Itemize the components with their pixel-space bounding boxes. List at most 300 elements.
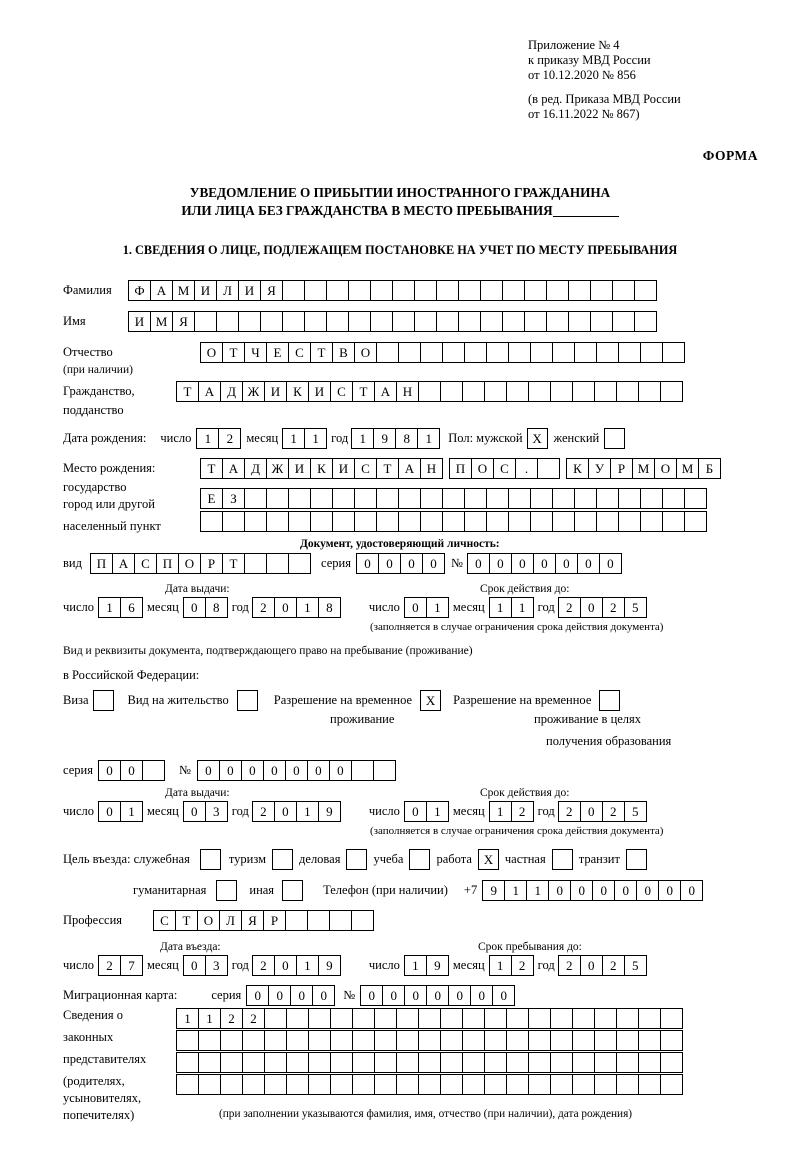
legal-rep-input-1[interactable] [176, 1008, 683, 1029]
char-cell[interactable]: К [286, 381, 309, 402]
char-cell[interactable]: В [332, 342, 355, 363]
char-cell[interactable]: Е [200, 488, 223, 509]
surname-input[interactable] [128, 280, 657, 301]
char-cell[interactable]: 2 [511, 801, 534, 822]
char-cell[interactable]: 9 [373, 428, 396, 449]
purpose-study-checkbox[interactable] [409, 849, 430, 870]
char-cell[interactable] [198, 1074, 221, 1095]
char-cell[interactable] [480, 311, 503, 332]
char-cell[interactable] [308, 1030, 331, 1051]
char-cell[interactable] [660, 1008, 683, 1029]
char-cell[interactable] [216, 311, 239, 332]
char-cell[interactable]: Т [200, 458, 223, 479]
char-cell[interactable]: А [150, 280, 173, 301]
char-cell[interactable] [506, 1074, 529, 1095]
permit-issue-year-input[interactable] [252, 801, 341, 822]
char-cell[interactable]: 0 [378, 553, 401, 574]
char-cell[interactable] [594, 1052, 617, 1073]
char-cell[interactable] [442, 511, 465, 532]
char-cell[interactable] [537, 458, 560, 479]
char-cell[interactable]: 0 [120, 760, 143, 781]
char-cell[interactable] [638, 1052, 661, 1073]
char-cell[interactable] [351, 760, 374, 781]
char-cell[interactable]: 0 [599, 553, 622, 574]
char-cell[interactable] [414, 311, 437, 332]
birth-year-input[interactable] [351, 428, 440, 449]
char-cell[interactable] [464, 488, 487, 509]
char-cell[interactable]: 7 [120, 955, 143, 976]
char-cell[interactable] [266, 488, 289, 509]
purpose-work-checkbox[interactable]: X [478, 849, 499, 870]
char-cell[interactable]: 0 [197, 760, 220, 781]
char-cell[interactable]: 3 [205, 955, 228, 976]
char-cell[interactable] [550, 1030, 573, 1051]
char-cell[interactable] [264, 1074, 287, 1095]
char-cell[interactable] [220, 1052, 243, 1073]
char-cell[interactable]: С [134, 553, 157, 574]
stay-year-input[interactable] [558, 955, 647, 976]
char-cell[interactable]: 0 [382, 985, 405, 1006]
permit-issue-month-input[interactable] [183, 801, 228, 822]
char-cell[interactable]: А [112, 553, 135, 574]
char-cell[interactable] [264, 1030, 287, 1051]
char-cell[interactable]: 2 [252, 955, 275, 976]
char-cell[interactable] [176, 1052, 199, 1073]
char-cell[interactable]: 0 [614, 880, 637, 901]
char-cell[interactable] [660, 1074, 683, 1095]
char-cell[interactable]: 0 [356, 553, 379, 574]
purpose-humanitarian-checkbox[interactable] [216, 880, 237, 901]
birth-day-input[interactable] [196, 428, 241, 449]
char-cell[interactable] [308, 1052, 331, 1073]
char-cell[interactable]: 2 [558, 955, 581, 976]
char-cell[interactable] [332, 488, 355, 509]
char-cell[interactable] [288, 488, 311, 509]
permit-valid-day-input[interactable] [404, 801, 449, 822]
char-cell[interactable] [508, 342, 531, 363]
char-cell[interactable] [242, 1030, 265, 1051]
temp-residence-checkbox[interactable]: X [420, 690, 441, 711]
iddoc-valid-day-input[interactable] [404, 597, 449, 618]
char-cell[interactable] [260, 311, 283, 332]
char-cell[interactable]: 6 [120, 597, 143, 618]
char-cell[interactable] [440, 1074, 463, 1095]
char-cell[interactable] [528, 1074, 551, 1095]
birthplace-city-input-b[interactable] [566, 458, 721, 479]
char-cell[interactable] [286, 1030, 309, 1051]
char-cell[interactable] [198, 1030, 221, 1051]
char-cell[interactable] [326, 280, 349, 301]
char-cell[interactable] [552, 488, 575, 509]
char-cell[interactable]: Ф [128, 280, 151, 301]
char-cell[interactable]: 8 [318, 597, 341, 618]
char-cell[interactable] [286, 1074, 309, 1095]
char-cell[interactable] [418, 1008, 441, 1029]
char-cell[interactable]: Ж [242, 381, 265, 402]
char-cell[interactable]: 0 [489, 553, 512, 574]
char-cell[interactable] [440, 1052, 463, 1073]
char-cell[interactable] [238, 311, 261, 332]
char-cell[interactable]: 0 [307, 760, 330, 781]
char-cell[interactable] [594, 381, 617, 402]
char-cell[interactable]: Т [310, 342, 333, 363]
char-cell[interactable]: 2 [602, 955, 625, 976]
char-cell[interactable] [616, 381, 639, 402]
permit-number-input[interactable] [197, 760, 396, 781]
char-cell[interactable]: 0 [577, 553, 600, 574]
char-cell[interactable]: С [330, 381, 353, 402]
char-cell[interactable]: Е [266, 342, 289, 363]
char-cell[interactable]: Ч [244, 342, 267, 363]
char-cell[interactable] [568, 280, 591, 301]
char-cell[interactable]: 0 [580, 597, 603, 618]
char-cell[interactable]: 1 [511, 597, 534, 618]
char-cell[interactable] [590, 311, 613, 332]
char-cell[interactable]: С [354, 458, 377, 479]
char-cell[interactable] [596, 342, 619, 363]
char-cell[interactable] [398, 511, 421, 532]
char-cell[interactable]: 5 [624, 801, 647, 822]
char-cell[interactable] [462, 1052, 485, 1073]
char-cell[interactable]: 0 [548, 880, 571, 901]
char-cell[interactable]: 1 [426, 597, 449, 618]
char-cell[interactable] [376, 342, 399, 363]
char-cell[interactable]: А [374, 381, 397, 402]
char-cell[interactable] [640, 342, 663, 363]
char-cell[interactable]: М [632, 458, 655, 479]
char-cell[interactable] [330, 1030, 353, 1051]
char-cell[interactable]: 0 [329, 760, 352, 781]
char-cell[interactable] [396, 1074, 419, 1095]
char-cell[interactable]: З [222, 488, 245, 509]
char-cell[interactable] [442, 488, 465, 509]
permit-valid-year-input[interactable] [558, 801, 647, 822]
char-cell[interactable] [484, 1074, 507, 1095]
phone-input[interactable] [482, 880, 703, 901]
char-cell[interactable]: Я [241, 910, 264, 931]
char-cell[interactable] [354, 511, 377, 532]
purpose-business-checkbox[interactable] [346, 849, 367, 870]
iddoc-issue-month-input[interactable] [183, 597, 228, 618]
char-cell[interactable]: 0 [274, 955, 297, 976]
char-cell[interactable]: О [471, 458, 494, 479]
char-cell[interactable]: Ж [266, 458, 289, 479]
sex-male-checkbox[interactable]: X [527, 428, 548, 449]
legal-rep-input-4[interactable] [176, 1074, 683, 1095]
char-cell[interactable]: 2 [220, 1008, 243, 1029]
char-cell[interactable]: 1 [282, 428, 305, 449]
char-cell[interactable] [244, 553, 267, 574]
char-cell[interactable] [392, 280, 415, 301]
char-cell[interactable] [330, 1008, 353, 1029]
char-cell[interactable] [462, 381, 485, 402]
char-cell[interactable] [420, 342, 443, 363]
char-cell[interactable] [640, 488, 663, 509]
char-cell[interactable] [568, 311, 591, 332]
char-cell[interactable]: 0 [290, 985, 313, 1006]
char-cell[interactable]: С [153, 910, 176, 931]
char-cell[interactable] [308, 1074, 331, 1095]
char-cell[interactable] [506, 1030, 529, 1051]
migration-series-input[interactable] [246, 985, 335, 1006]
char-cell[interactable]: А [222, 458, 245, 479]
char-cell[interactable] [638, 1074, 661, 1095]
birthplace-state-input[interactable] [200, 458, 443, 479]
char-cell[interactable] [484, 381, 507, 402]
char-cell[interactable] [634, 311, 657, 332]
char-cell[interactable]: 0 [404, 801, 427, 822]
char-cell[interactable] [376, 511, 399, 532]
migration-number-input[interactable] [360, 985, 515, 1006]
char-cell[interactable] [486, 488, 509, 509]
char-cell[interactable]: 0 [555, 553, 578, 574]
char-cell[interactable] [484, 1052, 507, 1073]
char-cell[interactable]: Н [420, 458, 443, 479]
iddoc-issue-year-input[interactable] [252, 597, 341, 618]
char-cell[interactable] [374, 1030, 397, 1051]
birth-month-input[interactable] [282, 428, 327, 449]
char-cell[interactable]: 0 [422, 553, 445, 574]
char-cell[interactable]: 0 [274, 597, 297, 618]
purpose-private-checkbox[interactable] [552, 849, 573, 870]
char-cell[interactable]: 0 [533, 553, 556, 574]
char-cell[interactable]: 0 [492, 985, 515, 1006]
char-cell[interactable]: 0 [98, 760, 121, 781]
char-cell[interactable] [550, 1052, 573, 1073]
char-cell[interactable] [616, 1008, 639, 1029]
char-cell[interactable] [528, 1008, 551, 1029]
char-cell[interactable] [528, 381, 551, 402]
entry-year-input[interactable] [252, 955, 341, 976]
permit-valid-month-input[interactable] [489, 801, 534, 822]
char-cell[interactable] [351, 910, 374, 931]
char-cell[interactable]: Л [216, 280, 239, 301]
char-cell[interactable]: 8 [395, 428, 418, 449]
char-cell[interactable] [616, 1030, 639, 1051]
char-cell[interactable]: 9 [482, 880, 505, 901]
char-cell[interactable]: К [310, 458, 333, 479]
char-cell[interactable]: М [150, 311, 173, 332]
char-cell[interactable]: О [197, 910, 220, 931]
purpose-other-checkbox[interactable] [282, 880, 303, 901]
char-cell[interactable]: 9 [426, 955, 449, 976]
char-cell[interactable] [546, 311, 569, 332]
char-cell[interactable]: 0 [448, 985, 471, 1006]
char-cell[interactable] [264, 1052, 287, 1073]
char-cell[interactable] [396, 1030, 419, 1051]
birthplace-city-input-row3[interactable] [200, 511, 707, 532]
permit-series-input[interactable] [98, 760, 165, 781]
char-cell[interactable]: Т [222, 553, 245, 574]
char-cell[interactable] [530, 488, 553, 509]
stay-month-input[interactable] [489, 955, 534, 976]
char-cell[interactable] [329, 910, 352, 931]
char-cell[interactable]: 2 [511, 955, 534, 976]
char-cell[interactable] [418, 1074, 441, 1095]
char-cell[interactable]: 2 [602, 801, 625, 822]
char-cell[interactable]: 0 [219, 760, 242, 781]
char-cell[interactable] [502, 280, 525, 301]
char-cell[interactable] [524, 280, 547, 301]
char-cell[interactable] [572, 1074, 595, 1095]
char-cell[interactable]: 1 [504, 880, 527, 901]
char-cell[interactable]: 1 [489, 801, 512, 822]
char-cell[interactable]: 0 [241, 760, 264, 781]
char-cell[interactable]: 1 [404, 955, 427, 976]
char-cell[interactable] [352, 1030, 375, 1051]
char-cell[interactable] [662, 342, 685, 363]
char-cell[interactable]: Л [219, 910, 242, 931]
char-cell[interactable] [398, 488, 421, 509]
char-cell[interactable] [684, 511, 707, 532]
char-cell[interactable] [572, 1030, 595, 1051]
char-cell[interactable] [307, 910, 330, 931]
char-cell[interactable]: И [308, 381, 331, 402]
char-cell[interactable]: М [172, 280, 195, 301]
char-cell[interactable]: Т [376, 458, 399, 479]
name-input[interactable] [128, 311, 657, 332]
char-cell[interactable]: 1 [296, 597, 319, 618]
char-cell[interactable] [618, 342, 641, 363]
char-cell[interactable]: 0 [183, 801, 206, 822]
char-cell[interactable] [436, 311, 459, 332]
char-cell[interactable] [524, 311, 547, 332]
iddoc-valid-month-input[interactable] [489, 597, 534, 618]
char-cell[interactable]: 2 [98, 955, 121, 976]
char-cell[interactable] [506, 1052, 529, 1073]
char-cell[interactable]: 5 [624, 597, 647, 618]
stay-day-input[interactable] [404, 955, 449, 976]
char-cell[interactable]: 1 [176, 1008, 199, 1029]
char-cell[interactable]: Т [352, 381, 375, 402]
char-cell[interactable] [440, 381, 463, 402]
char-cell[interactable] [528, 1030, 551, 1051]
char-cell[interactable] [396, 1052, 419, 1073]
entry-day-input[interactable] [98, 955, 143, 976]
char-cell[interactable] [436, 280, 459, 301]
char-cell[interactable]: 0 [183, 955, 206, 976]
char-cell[interactable] [374, 1008, 397, 1029]
char-cell[interactable]: . [515, 458, 538, 479]
char-cell[interactable] [373, 760, 396, 781]
char-cell[interactable]: П [90, 553, 113, 574]
char-cell[interactable]: 2 [252, 597, 275, 618]
char-cell[interactable] [508, 488, 531, 509]
char-cell[interactable] [352, 1008, 375, 1029]
char-cell[interactable]: С [493, 458, 516, 479]
char-cell[interactable] [440, 1030, 463, 1051]
char-cell[interactable] [462, 1074, 485, 1095]
residence-checkbox[interactable] [237, 690, 258, 711]
legal-rep-input-2[interactable] [176, 1030, 683, 1051]
char-cell[interactable] [396, 1008, 419, 1029]
char-cell[interactable]: П [156, 553, 179, 574]
char-cell[interactable]: 0 [404, 985, 427, 1006]
char-cell[interactable]: 0 [285, 760, 308, 781]
char-cell[interactable]: 0 [400, 553, 423, 574]
purpose-transit-checkbox[interactable] [626, 849, 647, 870]
char-cell[interactable] [546, 280, 569, 301]
char-cell[interactable] [348, 311, 371, 332]
char-cell[interactable] [244, 511, 267, 532]
char-cell[interactable]: Я [260, 280, 283, 301]
char-cell[interactable] [220, 1030, 243, 1051]
char-cell[interactable] [574, 511, 597, 532]
char-cell[interactable]: Р [200, 553, 223, 574]
char-cell[interactable] [392, 311, 415, 332]
char-cell[interactable]: 1 [526, 880, 549, 901]
char-cell[interactable]: 5 [624, 955, 647, 976]
char-cell[interactable] [612, 280, 635, 301]
char-cell[interactable] [266, 553, 289, 574]
char-cell[interactable] [242, 1074, 265, 1095]
char-cell[interactable]: 0 [467, 553, 490, 574]
char-cell[interactable] [462, 1008, 485, 1029]
char-cell[interactable]: 1 [351, 428, 374, 449]
visa-checkbox[interactable] [93, 690, 114, 711]
iddoc-series-input[interactable] [356, 553, 445, 574]
char-cell[interactable] [304, 280, 327, 301]
char-cell[interactable]: 0 [246, 985, 269, 1006]
char-cell[interactable] [308, 1008, 331, 1029]
char-cell[interactable]: 1 [296, 955, 319, 976]
char-cell[interactable] [354, 488, 377, 509]
char-cell[interactable] [176, 1030, 199, 1051]
char-cell[interactable]: 1 [120, 801, 143, 822]
char-cell[interactable] [222, 511, 245, 532]
char-cell[interactable]: 9 [318, 955, 341, 976]
iddoc-number-input[interactable] [467, 553, 622, 574]
char-cell[interactable] [618, 488, 641, 509]
char-cell[interactable]: С [288, 342, 311, 363]
char-cell[interactable] [310, 511, 333, 532]
char-cell[interactable]: 0 [98, 801, 121, 822]
char-cell[interactable] [288, 553, 311, 574]
char-cell[interactable]: 1 [426, 801, 449, 822]
char-cell[interactable] [552, 511, 575, 532]
char-cell[interactable]: Я [172, 311, 195, 332]
char-cell[interactable]: 0 [268, 985, 291, 1006]
char-cell[interactable] [660, 381, 683, 402]
char-cell[interactable]: 0 [470, 985, 493, 1006]
char-cell[interactable] [572, 1052, 595, 1073]
char-cell[interactable] [286, 1052, 309, 1073]
char-cell[interactable] [574, 488, 597, 509]
char-cell[interactable] [332, 511, 355, 532]
char-cell[interactable] [464, 511, 487, 532]
char-cell[interactable] [370, 280, 393, 301]
char-cell[interactable] [484, 1030, 507, 1051]
char-cell[interactable] [596, 511, 619, 532]
char-cell[interactable] [142, 760, 165, 781]
char-cell[interactable] [330, 1052, 353, 1073]
char-cell[interactable] [612, 311, 635, 332]
char-cell[interactable] [486, 511, 509, 532]
char-cell[interactable] [502, 311, 525, 332]
birthplace-city-input-a[interactable] [449, 458, 560, 479]
char-cell[interactable] [640, 511, 663, 532]
char-cell[interactable] [574, 342, 597, 363]
char-cell[interactable] [596, 488, 619, 509]
char-cell[interactable] [420, 488, 443, 509]
char-cell[interactable] [310, 488, 333, 509]
char-cell[interactable] [590, 280, 613, 301]
char-cell[interactable] [508, 511, 531, 532]
char-cell[interactable]: И [332, 458, 355, 479]
char-cell[interactable]: 0 [680, 880, 703, 901]
char-cell[interactable] [418, 381, 441, 402]
char-cell[interactable] [684, 488, 707, 509]
